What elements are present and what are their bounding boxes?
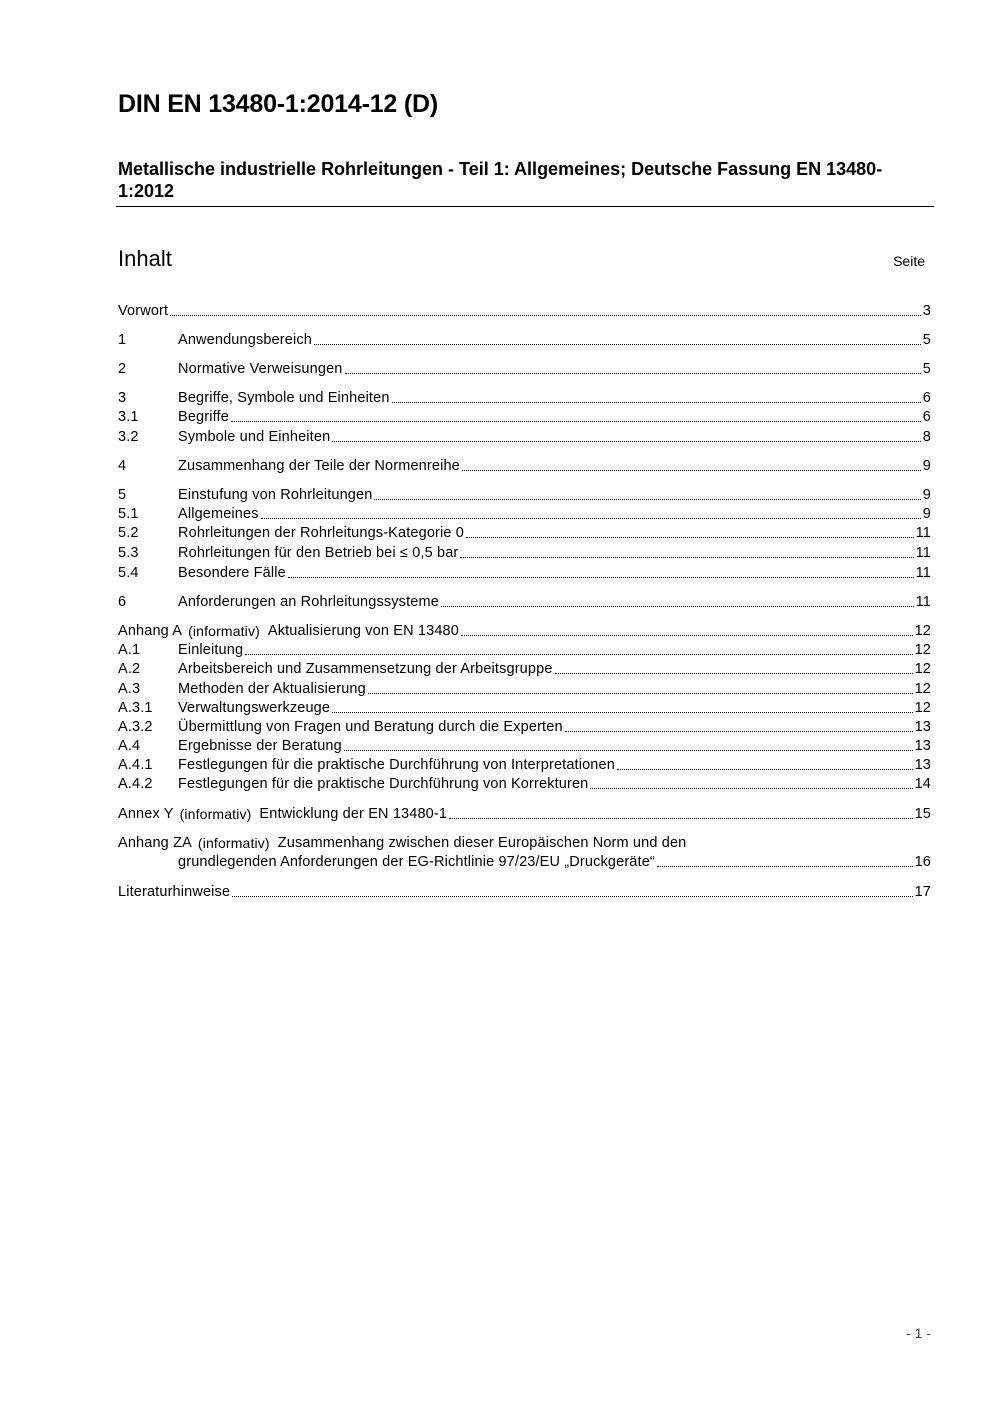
toc-entry-page: 12 [914,681,931,697]
toc-dot-leader [374,498,920,500]
toc-entry[interactable] [118,523,931,542]
toc-dot-leader [461,634,913,636]
toc-dot-leader [231,420,921,422]
toc-dot-leader [565,730,913,732]
toc-entry[interactable] [118,330,931,349]
toc-entry[interactable] [118,407,931,426]
toc-entry[interactable] [118,833,931,871]
toc-entry-title: Symbole und Einheiten [178,429,331,445]
toc-entry-title: Zusammenhang zwischen dieser Europäischen Norm und den [277,835,687,851]
toc-dot-leader [288,576,914,578]
toc-entry-number: Annex Y [118,806,174,822]
toc-entry-title: Allgemeines [178,506,259,522]
document-subtitle: Metallische industrielle Rohrleitungen - Teil 1: Allgemeines; Deutsche Fassung EN 13480-1:2012 [118,159,883,201]
toc-entry-title: Anforderungen an Rohrleitungssysteme [178,594,439,610]
toc-entry-number: 4 [118,458,127,474]
toc-entry-number: A.3.1 [118,700,153,716]
toc-entry-page: 9 [922,487,931,503]
toc-entry-page: 9 [922,458,931,474]
toc-entry[interactable] [118,804,931,823]
toc-entry-page: 14 [914,776,931,792]
toc-entry[interactable] [118,504,931,523]
toc-entry-page: 11 [915,525,931,541]
toc-entry-title: Ergebnisse der Beratung [178,738,342,754]
toc-heading: Inhalt [118,246,172,271]
toc-entry[interactable] [118,640,931,659]
toc-entry[interactable] [118,543,931,562]
toc-dot-leader [449,817,912,819]
document-title: DIN EN 13480-1:2014-12 (D) [118,90,438,118]
toc-entry-title: Methoden der Aktualisierung [178,681,366,697]
toc-dot-leader [345,372,921,374]
toc-dot-leader [555,672,913,674]
toc-entry-informative-tag: (informativ) [179,806,252,822]
toc-entry[interactable] [118,456,931,475]
toc-dot-leader [441,605,914,607]
toc-page-column-label: Seite [893,253,925,269]
toc-dot-leader [590,787,912,789]
toc-dot-leader [332,440,921,442]
toc-entry-title: Einleitung [178,642,244,658]
toc-entry-page: 16 [914,854,931,870]
toc-entry-page: 6 [922,390,931,406]
toc-entry-page: 11 [915,565,931,581]
toc-entry-informative-tag: (informativ) [188,623,260,639]
toc-entry-number: A.2 [118,661,141,677]
toc-entry-line [118,852,931,871]
toc-entry-title: Rohrleitungen für den Betrieb bei ≤ 0,5 bar [178,545,459,561]
toc-dot-leader [617,768,913,770]
toc-entry-title: Normative Verweisungen [178,361,343,377]
toc-entry-number: A.3 [118,681,141,697]
toc-entry-title: Übermittlung von Fragen und Beratung durch die Experten [178,719,563,735]
toc-entry[interactable] [118,774,931,793]
toc-entry[interactable] [118,736,931,755]
toc-entry[interactable] [118,717,931,736]
toc-dot-leader [344,749,913,751]
toc-entry[interactable] [118,592,931,611]
toc-entry-page: 15 [914,806,931,822]
toc-entry-number: Anhang A [118,623,183,639]
toc-entry-page: 12 [914,700,931,716]
toc-entry-number: 3.1 [118,409,139,425]
toc-entry-page: 5 [922,332,931,348]
toc-entry-number: 6 [118,594,127,610]
toc-dot-leader [460,556,913,558]
toc-entry-title: Arbeitsbereich und Zusammensetzung der Arbeitsgruppe [178,661,553,677]
toc-entry-page: 12 [914,642,931,658]
toc-entry[interactable] [118,427,931,446]
toc-entry-page: 11 [915,545,931,561]
toc-dot-leader [657,865,913,867]
toc-entry-title: Aktualisierung von EN 13480 [267,623,459,639]
toc-entry[interactable] [118,659,931,678]
toc-entry[interactable] [118,563,931,582]
toc-entry-number: Vorwort [118,303,169,319]
toc-entry-title: Zusammenhang der Teile der Normenreihe [178,458,460,474]
toc-dot-leader [232,895,912,897]
toc-dot-leader [170,314,921,316]
toc-entry-number: A.4.2 [118,776,153,792]
toc-entry-number: 3.2 [118,429,139,445]
toc-entry-title: Entwicklung der EN 13480-1 [259,806,448,822]
toc-entry-number: 5.3 [118,545,139,561]
toc-entry-number: 1 [118,332,127,348]
toc-entry-title: Rohrleitungen der Rohrleitungs-Kategorie 0 [178,525,464,541]
toc-entry-number: A.1 [118,642,141,658]
toc-entry-number: Literaturhinweise [118,884,231,900]
toc-entry-title: Anwendungsbereich [178,332,312,348]
toc-dot-leader [261,517,921,519]
page-number: - 1 - [906,1325,931,1341]
toc-entry[interactable] [118,698,931,717]
toc-entry-title: Einstufung von Rohrleitungen [178,487,373,503]
toc-entry-page: 13 [914,738,931,754]
toc-entry-page: 6 [922,409,931,425]
toc-entry-page: 8 [922,429,931,445]
toc-entry-title-continued: grundlegenden Anforderungen der EG-Richtlinie 97/23/EU „Druckgeräte“ [178,854,655,870]
toc-entry[interactable] [118,755,931,774]
toc-entry[interactable] [118,388,931,407]
toc-entry[interactable] [118,301,931,320]
toc-entry[interactable] [118,882,931,901]
toc-entry-page: 5 [922,361,931,377]
toc-entry[interactable] [118,679,931,698]
toc-entry-number: 2 [118,361,127,377]
toc-entry-number: A.3.2 [118,719,153,735]
toc-entry-page: 12 [914,661,931,677]
toc-entry-page: 3 [922,303,931,319]
toc-entry[interactable] [118,621,931,640]
toc-entry-page: 13 [914,757,931,773]
toc-entry-number: 5 [118,487,127,503]
toc-entry[interactable] [118,359,931,378]
toc-entry-page: 12 [914,623,931,639]
toc-entry-page: 9 [922,506,931,522]
table-of-contents [118,0,931,1000]
toc-dot-leader [466,536,914,538]
toc-entry-number: 5.1 [118,506,139,522]
toc-entry[interactable] [118,485,931,504]
toc-dot-leader [462,469,921,471]
toc-entry-title: Festlegungen für die praktische Durchführung von Korrekturen [178,776,589,792]
toc-entry-number: Anhang ZA [118,835,192,851]
toc-entry-title: Besondere Fälle [178,565,286,581]
toc-entry-line [118,833,931,852]
toc-dot-leader [368,692,913,694]
toc-entry-number: A.4.1 [118,757,153,773]
toc-entry-title: Verwaltungswerkzeuge [178,700,331,716]
toc-entry-title: Begriffe, Symbole und Einheiten [178,390,390,406]
toc-entry-title: Begriffe [178,409,229,425]
toc-entry-wrap [118,833,931,871]
toc-entry-title: Festlegungen für die praktische Durchführung von Interpretationen [178,757,615,773]
toc-entry-page: 13 [914,719,931,735]
toc-entry-page: 17 [914,884,931,900]
toc-dot-leader [314,343,921,345]
toc-dot-leader [392,401,921,403]
toc-entry-informative-tag: (informativ) [197,835,270,851]
toc-entry-number: 5.2 [118,525,139,541]
toc-entry-number: 5.4 [118,565,139,581]
toc-entry-number: 3 [118,390,127,406]
toc-dot-leader [245,653,912,655]
toc-entry-number: A.4 [118,738,141,754]
toc-dot-leader [332,711,912,713]
toc-entry-page: 11 [915,594,931,610]
